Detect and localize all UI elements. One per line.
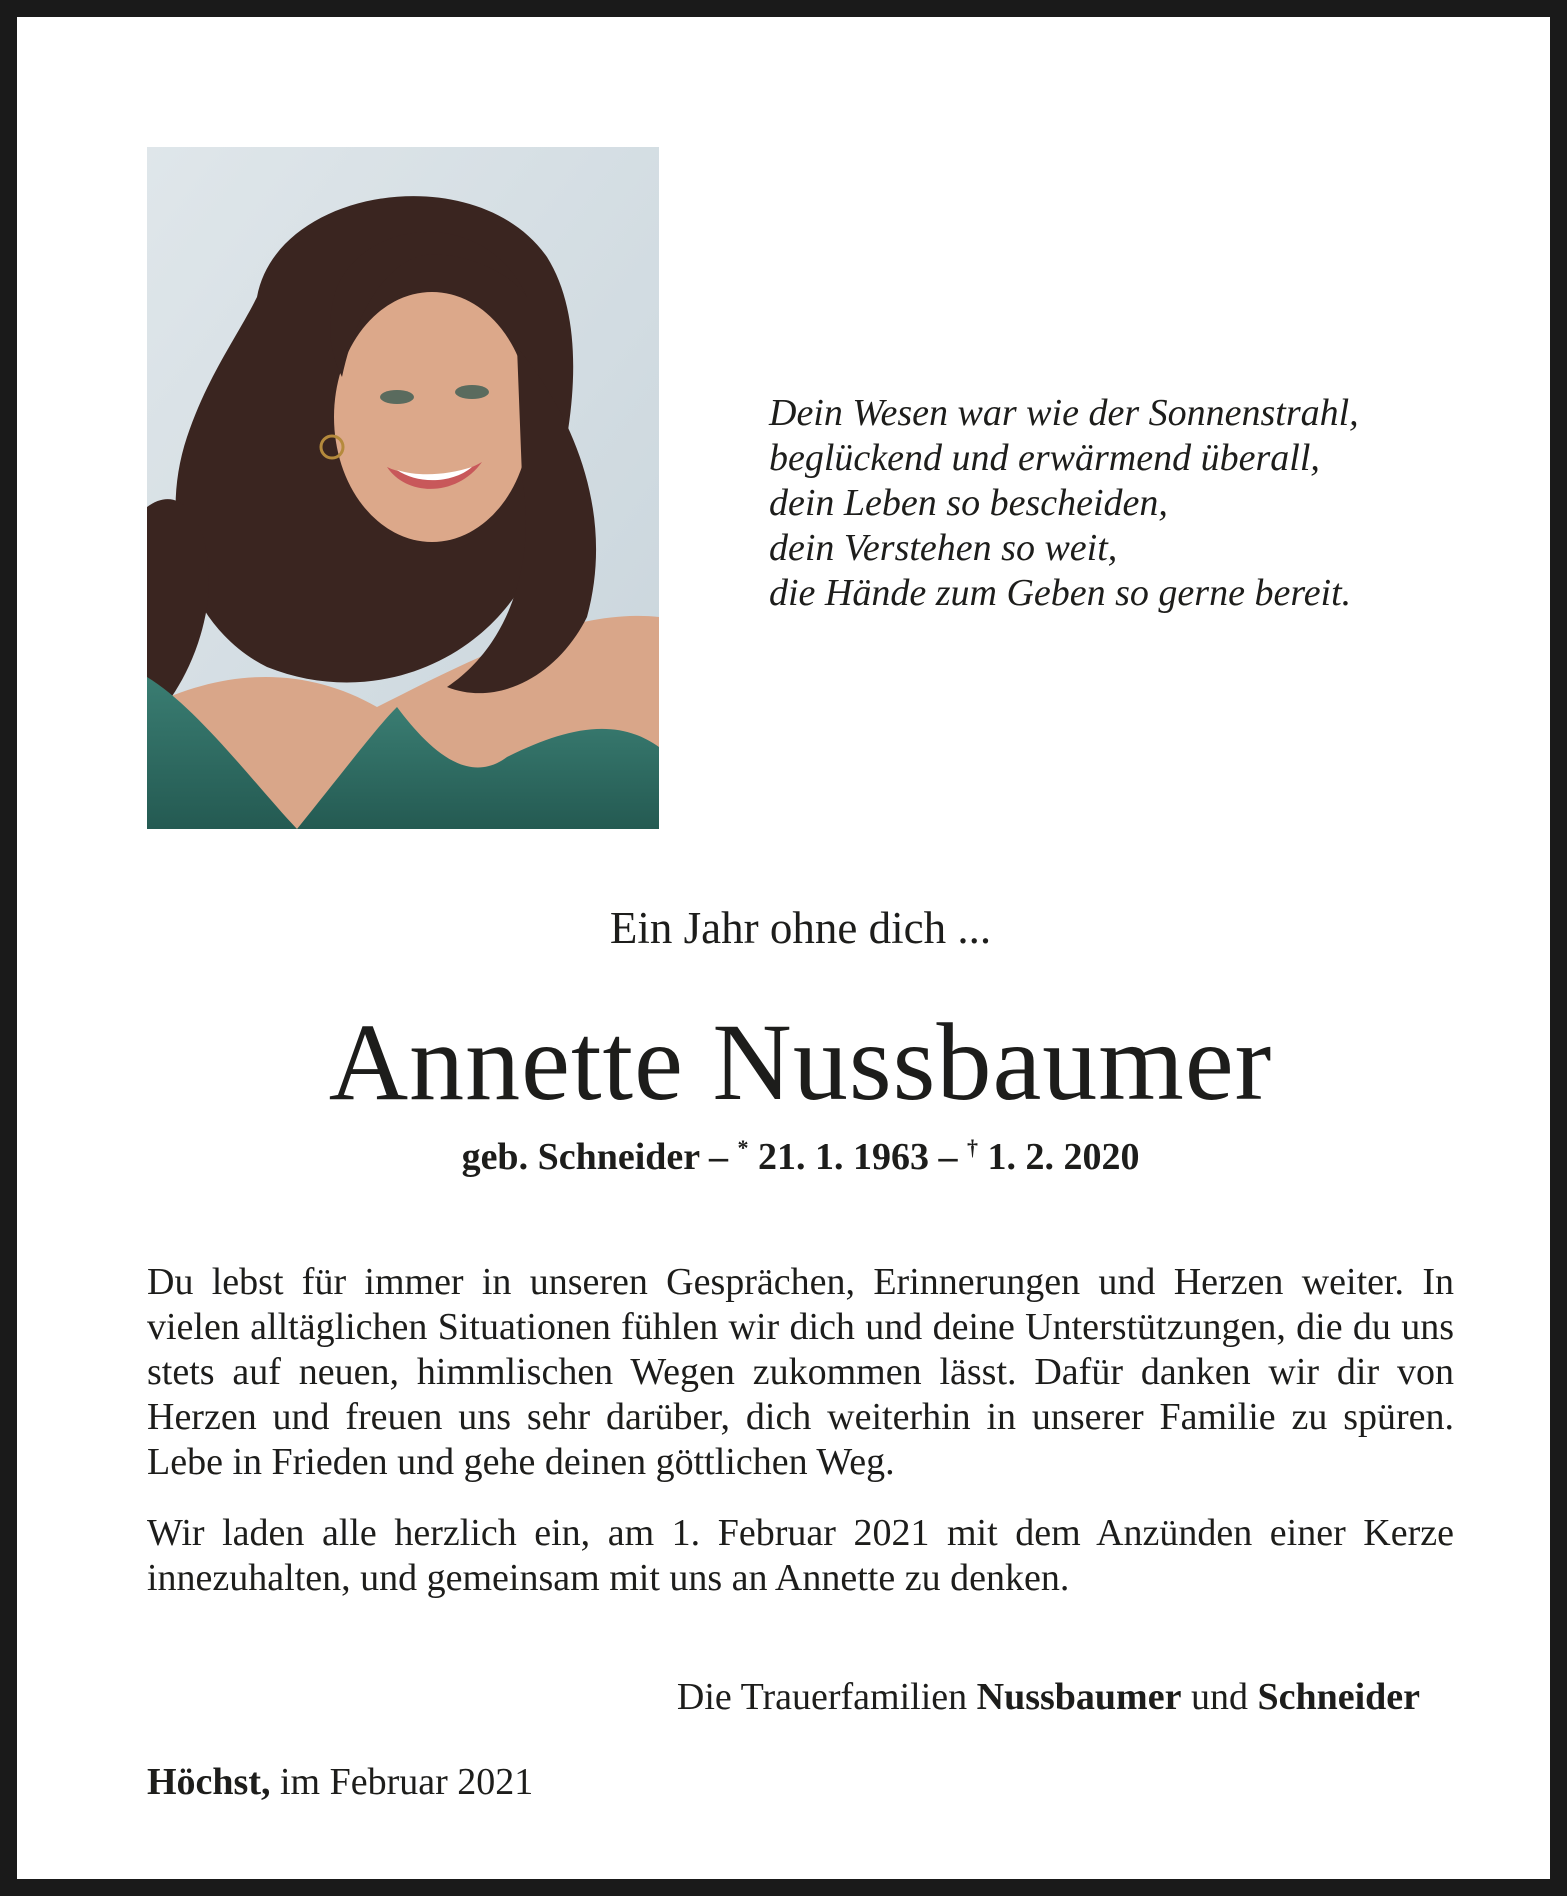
poem-line: Dein Wesen war wie der Sonnenstrahl, <box>769 392 1359 434</box>
life-dates <box>17 1135 1567 1179</box>
date: im Februar 2021 <box>270 1761 534 1803</box>
poem <box>769 391 1489 616</box>
poem-line: beglückend und erwärmend überall, <box>769 437 1320 479</box>
separator: – <box>928 1136 967 1178</box>
poem-line: dein Leben so bescheiden, <box>769 482 1168 524</box>
subtitle: Ein Jahr ohne dich ... <box>609 903 992 953</box>
families-joiner: und <box>1181 1676 1258 1718</box>
maiden-name: geb. Schneider <box>461 1136 700 1178</box>
families-prefix: Die Trauerfamilien <box>676 1676 977 1718</box>
place-date <box>147 1760 533 1804</box>
separator: – <box>699 1136 738 1178</box>
deceased-name: Annette Nussbaumer <box>328 1001 1273 1123</box>
birth-symbol: * <box>737 1135 749 1160</box>
death-date: 1. 2. 2020 <box>977 1136 1140 1178</box>
birth-date: 21. 1. 1963 <box>748 1136 929 1178</box>
poem-line: dein Verstehen so weit, <box>769 527 1118 569</box>
town: Höchst, <box>147 1761 271 1803</box>
memorial-paragraph: Du lebst für immer in unseren Gesprächen, Erinnerungen und Herzen weiter. In vielen alltäglichen Situationen fühlen wir dich und deine Unterstützungen, die du uns stets auf neuen, himmlischen Wegen zukommen lässt. Dafür danken wir dir von Herzen und freuen uns sehr darüber, dich weiterhin in unserer Familie zu spüren. Lebe in Frieden und gehe deinen göttlichen Weg. <box>147 1261 1454 1483</box>
death-symbol: † <box>966 1135 978 1160</box>
portrait-image <box>147 147 659 829</box>
family-name: Nussbaumer <box>976 1676 1182 1718</box>
family-name: Schneider <box>1257 1676 1420 1718</box>
mourning-families <box>677 1675 1420 1719</box>
invitation-paragraph: Wir laden alle herzlich ein, am 1. Februar 2021 mit dem Anzünden einer Kerze innezuhalten, und gemeinsam mit uns an Annette zu denken. <box>147 1512 1454 1599</box>
poem-line: die Hände zum Geben so gerne bereit. <box>769 572 1352 614</box>
portrait-photo <box>147 147 659 829</box>
